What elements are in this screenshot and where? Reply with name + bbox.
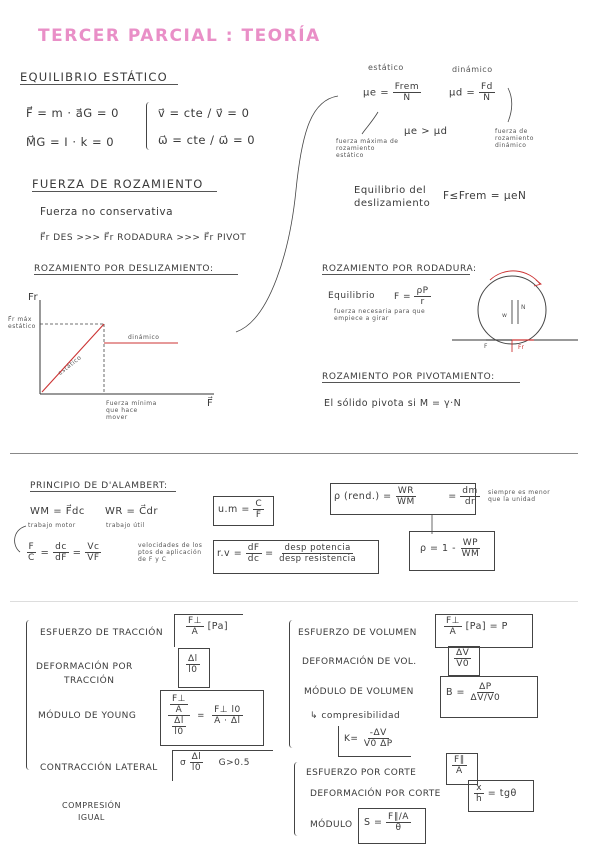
rend-note: siempre es menor que la unidad (488, 489, 551, 503)
equilibrio-eq-force: F⃗ = m · a⃗G = 0 (26, 106, 119, 120)
mod-corte-formula (364, 812, 411, 833)
def-vol-num: ΔV (456, 648, 470, 658)
rv-den: dc (247, 554, 260, 564)
young-label: MÓDULO DE YOUNG (38, 711, 137, 721)
traccion-label: ESFUERZO DE TRACCIÓN (40, 628, 164, 638)
corte-label: ESFUERZO POR CORTE (306, 768, 417, 778)
compresibilidad-label: ↳ compresibilidad (310, 711, 401, 721)
traccion-unit: [Pa] (207, 621, 229, 632)
elasticidad-left-brace (26, 620, 33, 770)
vol-den: A (449, 627, 457, 637)
young-den1: A (175, 705, 183, 715)
dalembert-wr-note: trabajo útil (106, 522, 145, 529)
def-traccion-num: Δl (188, 654, 198, 664)
separator-2 (10, 601, 578, 602)
compresion-line2: IGUAL (78, 813, 105, 822)
def-corte-rhs: = tgθ (487, 788, 517, 799)
mod-corte-num: F∥/A (388, 812, 409, 822)
rho-eq: ρ = 1 - (420, 543, 457, 554)
fc-mid-num: dc (55, 542, 67, 552)
rend-formula: ρ (rend.) = $\frac{WR}{WM}$ = $\frac{dm}{dr}$ (334, 486, 478, 507)
rv-num: dF (247, 543, 260, 553)
contraccion-label: CONTRACCIÓN LATERAL (40, 763, 158, 773)
pivot-line: El sólido pivota si M = γ·N (324, 398, 462, 409)
mu-e-symbol: μe = (363, 87, 390, 99)
rv-text-num: desp potencia (284, 543, 351, 553)
mod-vol-label: MÓDULO DE VOLUMEN (304, 687, 414, 697)
compresibilidad-text: compresibilidad (321, 711, 401, 721)
mod-corte-s: S = (364, 817, 383, 828)
fc-mid-den: dF (55, 553, 67, 563)
desliz-note: Fuerza mínima que hace mover (106, 400, 157, 421)
equilibrio-heading: EQUILIBRIO ESTÁTICO (20, 70, 178, 85)
desliz-heading: ROZAMIENTO POR DESLIZAMIENTO: (34, 264, 238, 275)
mod-corte-den: θ (395, 823, 402, 833)
note-max-static: fuerza máxima de rozamiento estático (336, 138, 399, 159)
rend-num: WR (397, 486, 414, 496)
dinamico-label: dinámico (452, 65, 493, 74)
def-traccion-den: l0 (188, 665, 198, 675)
mu-e-den: N (403, 93, 411, 103)
desliz-fr-axis: Fr (28, 292, 39, 303)
rozamiento-line1: Fuerza no conservativa (40, 206, 174, 218)
fc-rhs-num: Vc (87, 542, 100, 552)
mu-d-den: N (483, 93, 491, 103)
compresion-note (62, 800, 121, 824)
rv-label: r.v = (217, 548, 243, 559)
rodadura-rho: ρP (416, 286, 429, 296)
rodadura-fr: Fr (518, 344, 525, 351)
rozamiento-line2: F⃗r DES >>> F⃗r RODADURA >>> F⃗r PIVOT (40, 233, 247, 243)
def-traccion-line1: DEFORMACIÓN POR (36, 662, 133, 672)
def-vol-label: DEFORMACIÓN DE VOL. (302, 657, 417, 667)
pivot-heading: ROZAMIENTO POR PIVOTAMIENTO: (322, 372, 520, 383)
desliz-f-axis: F⃗ (207, 398, 214, 409)
rend-den2: dr (464, 497, 476, 507)
fc-rhs-den: VF (87, 553, 100, 563)
mod-vol-b: B = (446, 687, 465, 698)
rozamiento-heading: FUERZA DE ROZAMIENTO (32, 177, 217, 192)
traccion-num: F⊥ (188, 616, 203, 626)
mod-vol-num: ΔP (479, 682, 492, 692)
fc-lhs-num: F (28, 542, 35, 552)
mod-vol-den: ΔV/V0 (470, 693, 501, 703)
def-vol-formula (454, 648, 471, 669)
rodadura-equilibrio: Equilibrio (328, 291, 376, 301)
mod-corte-label: MÓDULO (310, 820, 353, 830)
traccion-formula (186, 616, 228, 637)
frem-num: Frem (394, 82, 420, 92)
mu-d-symbol: μd = (449, 87, 476, 99)
estatico-label: estático (368, 63, 404, 72)
rodadura-r: r (420, 297, 425, 307)
fc-note: velocidades de los ptos de aplicación de F y C (138, 542, 203, 563)
def-corte-num: x (476, 783, 483, 793)
equilibrio-cond-v: v⃗ = cte / v⃗ = 0 (158, 106, 250, 120)
young-formula: $\frac{\frac{F\perp}{A}}{\frac{\Delta l}{l0}}$ = $\frac{F\perp l0}{A \cdot \Delta l}$ (168, 694, 243, 737)
rv-formula: r.v = $\frac{dF}{dc}$ = $\frac{\text{desp potencia}}{\text{desp resistencia}}$ (217, 543, 357, 564)
equilibrio-eq-moment: M⃗G = I · k = 0 (26, 135, 115, 149)
rend-num2: dm (462, 486, 478, 496)
um-num: C (255, 499, 263, 509)
equilibrio-desliz-line1: Equilibrio del (354, 185, 427, 196)
k-label: K= (344, 734, 359, 744)
contraccion-den: l0 (191, 763, 202, 773)
contraccion-num: Δl (191, 752, 202, 762)
def-corte-label: DEFORMACIÓN POR CORTE (310, 789, 441, 799)
rodadura-w: w (502, 312, 508, 319)
young-den2: l0 (174, 727, 184, 737)
dalembert-wr: WR = C⃗dr (105, 506, 159, 517)
rodadura-f: F (484, 343, 488, 350)
um-den: F (255, 510, 262, 520)
corte-den: A (456, 766, 463, 776)
def-vol-den: V0 (456, 659, 470, 669)
um-label: u.m = (218, 504, 250, 515)
rend-den: WM (397, 497, 415, 507)
corte-formula (452, 755, 467, 776)
rv-text-den: desp resistencia (279, 554, 357, 564)
rho-formula (420, 538, 481, 559)
dalembert-wm: WM = F⃗dc (30, 506, 85, 517)
rend-label: ρ (rend.) = (334, 491, 392, 502)
elasticidad-right-brace (289, 620, 296, 748)
traccion-den: A (191, 627, 199, 637)
fc-lhs-den: C (28, 553, 35, 563)
note-dinamico: fuerza de rozamiento dinámico (495, 128, 534, 149)
corte-brace (294, 762, 301, 836)
equilibrio-desliz-formula: F≤Frem = μeN (443, 190, 527, 202)
k-formula (344, 728, 395, 749)
page-title: TERCER PARCIAL : TEORÍA (38, 26, 321, 46)
rodadura-f-eq: F = (394, 292, 412, 302)
dalembert-heading: PRINCIPIO DE D'ALAMBERT: (30, 481, 176, 492)
corte-num: F∥ (454, 755, 465, 765)
young-eq-num: F⊥ l0 (214, 705, 241, 715)
desliz-dinamico: dinámico (128, 334, 160, 341)
k-den: V0 ΔP (363, 739, 393, 749)
vol-formula (444, 616, 508, 637)
rodadura-n: N (521, 304, 526, 311)
rho-den: WM (461, 549, 480, 559)
rodadura-heading: ROZAMIENTO POR RODADURA: (322, 264, 477, 274)
fd-num: Fd (480, 82, 493, 92)
rodadura-note: fuerza necesaria para que empiece a girar (334, 308, 426, 322)
contraccion-formula: σ $\frac{\Delta l}{l0}$ G>0.5 (180, 752, 250, 773)
def-traccion-line2: TRACCIÓN (64, 676, 115, 686)
young-num2: Δl (174, 716, 184, 726)
dalembert-wm-note: trabajo motor (28, 522, 76, 529)
contraccion-cond: G>0.5 (218, 758, 250, 768)
young-num1: F⊥ (172, 694, 187, 704)
vol-unit: [Pa] = P (465, 621, 508, 632)
rho-num: WP (462, 538, 479, 548)
mod-vol-formula (446, 682, 502, 703)
desliz-fr-max: F⃗r máx estático (8, 316, 36, 330)
mu-compare: μe > μd (404, 126, 448, 137)
def-traccion-formula (186, 654, 200, 675)
desliz-estatico: estático (56, 354, 84, 377)
equilibrio-cond-w: ω⃗ = cte / ω⃗ = 0 (158, 133, 256, 147)
fc-ratio: $\frac{F}{C}$ = $\frac{dc}{dF}$ = $\frac{Vc}{VF}$ (28, 542, 100, 563)
equilibrio-desliz-line2: deslizamiento (354, 198, 431, 209)
def-corte-den: h (476, 794, 483, 804)
def-traccion-label (36, 660, 133, 688)
vol-label: ESFUERZO DE VOLUMEN (298, 628, 417, 638)
vol-num: F⊥ (446, 616, 461, 626)
compresion-line1: COMPRESIÓN (62, 801, 121, 810)
young-eq-den: A · Δl (214, 716, 241, 726)
def-corte-formula (474, 783, 517, 804)
k-num: -ΔV (369, 728, 387, 738)
